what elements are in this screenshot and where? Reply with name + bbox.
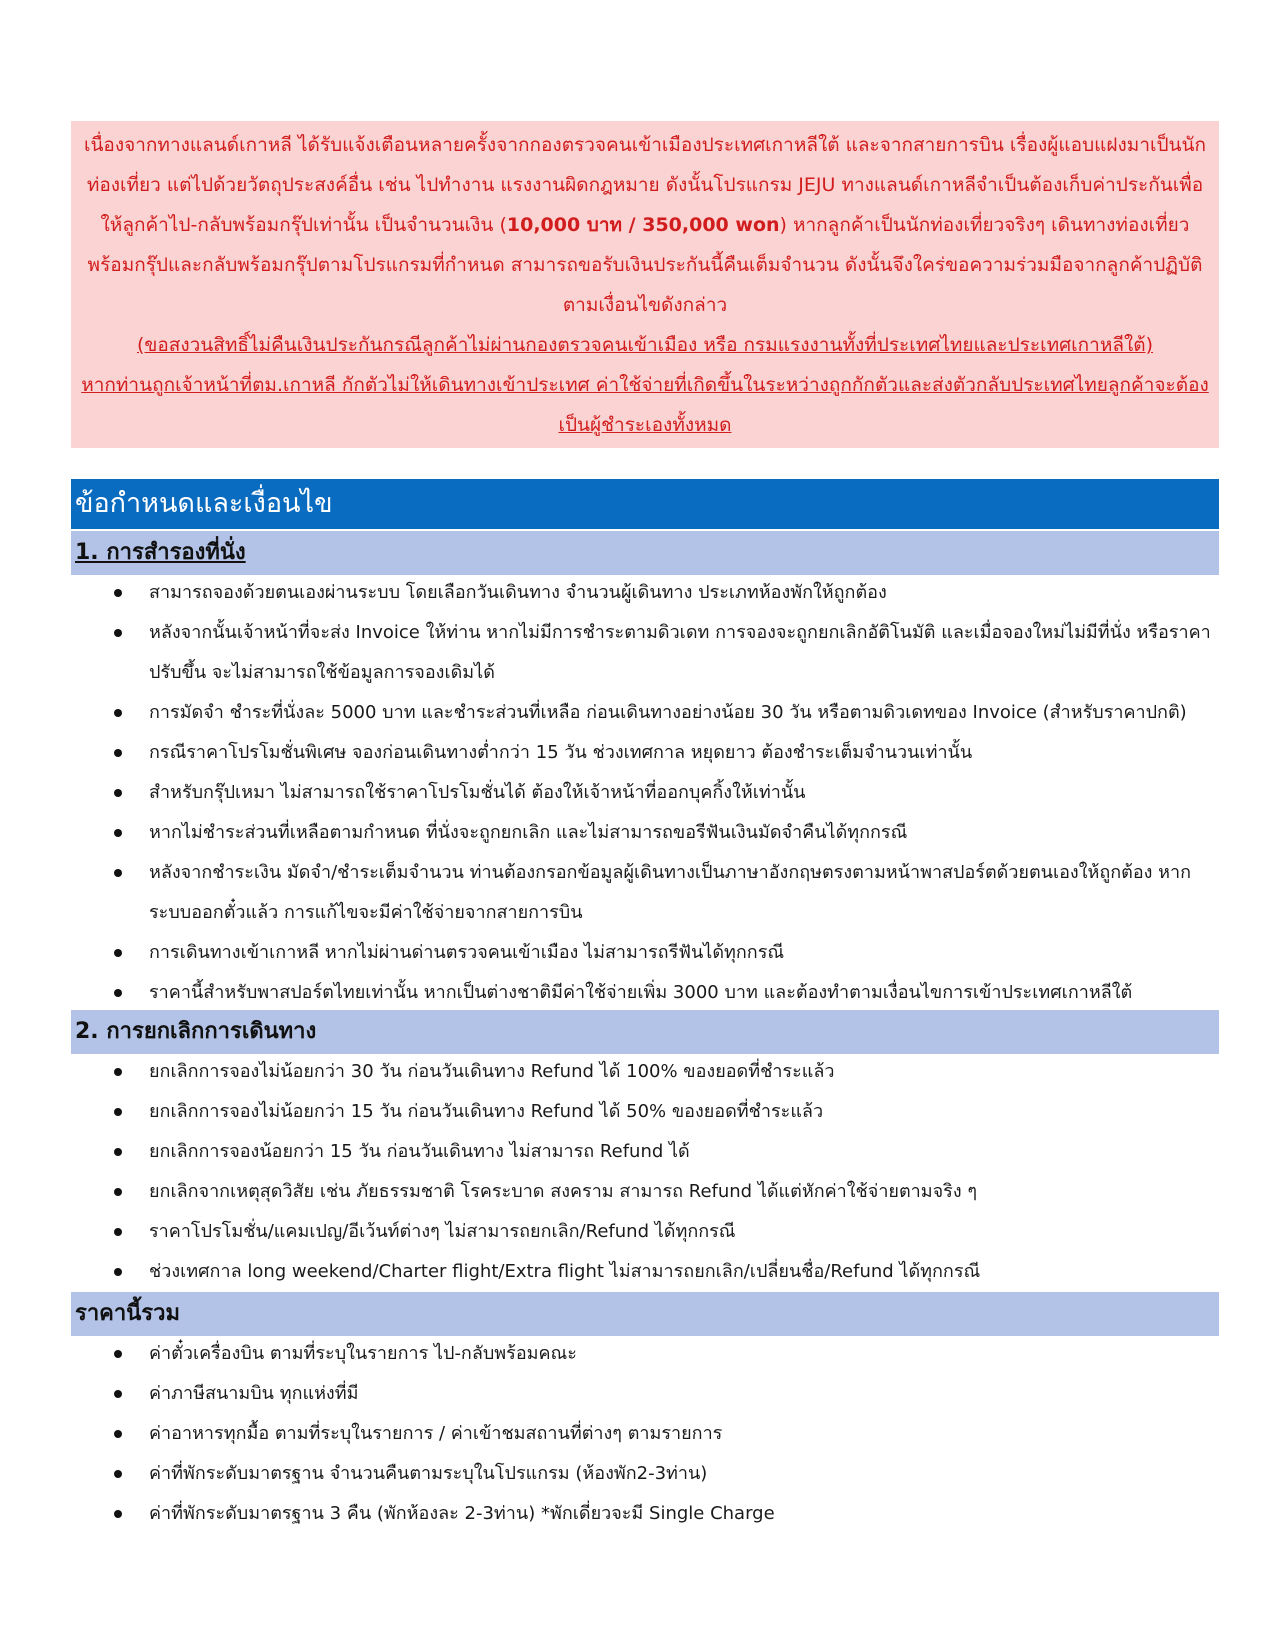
list-item: กรณีราคาโปรโมชั่นพิเศษ จองก่อนเดินทางต่ำกว่า 15 วัน ช่วงเทศกาล หยุดยาว ต้องชำระเต็มจำนวนเท่านั้น	[0, 733, 1219, 773]
list-item: สำหรับกรุ๊ปเหมา ไม่สามารถใช้ราคาโปรโมชั่นได้ ต้องให้เจ้าหน้าที่ออกบุคกิ้งให้เท่านั้น	[0, 773, 1219, 813]
notice-detention-disclaimer: หากท่านถูกเจ้าหน้าที่ตม.เกาหลี กักตัวไม่ให้เดินทางเข้าประเทศ ค่าใช้จ่ายที่เกิดขึ้นในระหว่างถูกกักตัวและส่งตัวกลับประเทศไทยลูกค้าจะต้องเป็นผู้ชำระเองทั้งหมด	[81, 374, 1209, 436]
booking-terms-list	[0, 573, 1219, 1013]
list-item: ค่าอาหารทุกมื้อ ตามที่ระบุในรายการ / ค่าเข้าชมสถานที่ต่างๆ ตามรายการ	[0, 1414, 1219, 1454]
list-item: ค่าที่พักระดับมาตรฐาน 3 คืน (พักห้องละ 2-3ท่าน) *พักเดี่ยวจะมี Single Charge	[0, 1494, 1219, 1534]
list-item: ช่วงเทศกาล long weekend/Charter flight/Extra flight ไม่สามารถยกเลิก/เปลี่ยนชื่อ/Refund ได้ทุกกรณี	[0, 1252, 1219, 1292]
price-includes-heading: ราคานี้รวม	[71, 1292, 1219, 1336]
deposit-amount: 10,000 บาท / 350,000 won	[506, 214, 780, 236]
list-item: หลังจากนั้นเจ้าหน้าที่จะส่ง Invoice ให้ท่าน หากไม่มีการชำระตามดิวเดท การจองจะถูกยกเลิกอัติโนมัติ และเมื่อจองใหม่ไม่มีที่นั่ง หรือราคาปรับขึ้น จะไม่สามารถใช้ข้อมูลการจองเดิมได้	[0, 613, 1219, 693]
cancellation-section-heading: 2. การยกเลิกการเดินทาง	[71, 1010, 1219, 1054]
list-item: สามารถจองด้วยตนเองผ่านระบบ โดยเลือกวันเดินทาง จำนวนผู้เดินทาง ประเภทห้องพักให้ถูกต้อง	[0, 573, 1219, 613]
list-item: การมัดจำ ชำระที่นั่งละ 5000 บาท และชำระส่วนที่เหลือ ก่อนเดินทางอย่างน้อย 30 วัน หรือตามดิวเดทของ Invoice (สำหรับราคาปกติ)	[0, 693, 1219, 733]
list-item: ยกเลิกการจองไม่น้อยกว่า 15 วัน ก่อนวันเดินทาง Refund ได้ 50% ของยอดที่ชำระแล้ว	[0, 1092, 1219, 1132]
price-includes-list	[0, 1334, 1219, 1534]
list-item: หากไม่ชำระส่วนที่เหลือตามกำหนด ที่นั่งจะถูกยกเลิก และไม่สามารถขอรีฟันเงินมัดจำคืนได้ทุกกรณี	[0, 813, 1219, 853]
notice-text-part2: ) หากลูกค้าเป็นนักท่องเที่ยวจริงๆ เดินทางท่องเที่ยวพร้อมกรุ๊ปและกลับพร้อมกรุ๊ปตามโปรแกรมที่กำหนด สามารถขอรับเงินประกันนี้คืนเต็มจำนวน ดังนั้นจึงใคร่ขอความร่วมมือจากลูกค้าปฏิบัติตามเงื่อนไขดังกล่าว	[87, 214, 1203, 316]
list-item: ค่าภาษีสนามบิน ทุกแห่งที่มี	[0, 1374, 1219, 1414]
terms-title: ข้อกำหนดและเงื่อนไข	[71, 479, 1219, 529]
list-item: การเดินทางเข้าเกาหลี หากไม่ผ่านด่านตรวจคนเข้าเมือง ไม่สามารถรีฟันได้ทุกกรณี	[0, 933, 1219, 973]
list-item: ค่าตั๋วเครื่องบิน ตามที่ระบุในรายการ ไป-กลับพร้อมคณะ	[0, 1334, 1219, 1374]
list-item: ยกเลิกการจองไม่น้อยกว่า 30 วัน ก่อนวันเดินทาง Refund ได้ 100% ของยอดที่ชำระแล้ว	[0, 1052, 1219, 1092]
booking-section-heading	[71, 531, 1219, 575]
notice-refund-disclaimer: (ขอสงวนสิทธิ์ไม่คืนเงินประกันกรณีลูกค้าไม่ผ่านกองตรวจคนเข้าเมือง หรือ กรมแรงงานทั้งที่ประเทศไทยและประเทศเกาหลีใต้)	[136, 334, 1154, 356]
list-item: ราคานี้สำหรับพาสปอร์ตไทยเท่านั้น หากเป็นต่างชาติมีค่าใช้จ่ายเพิ่ม 3000 บาท และต้องทำตามเงื่อนไขการเข้าประเทศเกาหลีใต้	[0, 973, 1219, 1013]
list-item: ยกเลิกการจองน้อยกว่า 15 วัน ก่อนวันเดินทาง ไม่สามารถ Refund ได้	[0, 1132, 1219, 1172]
list-item: ราคาโปรโมชั่น/แคมเปญ/อีเว้นท์ต่างๆ ไม่สามารถยกเลิก/Refund ได้ทุกกรณี	[0, 1212, 1219, 1252]
list-item: ยกเลิกจากเหตุสุดวิสัย เช่น ภัยธรรมชาติ โรคระบาด สงคราม สามารถ Refund ได้แต่หักค่าใช้จ่ายตามจริง ๆ	[0, 1172, 1219, 1212]
notice-paragraph	[81, 125, 1209, 325]
booking-heading-text: 1. การสำรองที่นั่ง	[75, 540, 246, 565]
cancellation-terms-list	[0, 1052, 1219, 1292]
list-item: ค่าที่พักระดับมาตรฐาน จำนวนคืนตามระบุในโปรแกรม (ห้องพัก2-3ท่าน)	[0, 1454, 1219, 1494]
list-item: หลังจากชำระเงิน มัดจำ/ชำระเต็มจำนวน ท่านต้องกรอกข้อมูลผู้เดินทางเป็นภาษาอังกฤษตรงตามหน้าพาสปอร์ตด้วยตนเองให้ถูกต้อง หากระบบออกตั๋วแล้ว การแก้ไขจะมีค่าใช้จ่ายจากสายการบิน	[0, 853, 1219, 933]
warning-notice-box	[71, 121, 1219, 448]
notice-text-part1: เนื่องจากทางแลนด์เกาหลี ได้รับแจ้งเตือนหลายครั้งจากกองตรวจคนเข้าเมืองประเทศเกาหลีใต้ และจากสายการบิน เรื่องผู้แอบแฝงมาเป็นนักท่องเที่ยว แต่ไปด้วยวัตถุประสงค์อื่น เช่น ไปทำงาน แรงงานผิดกฎหมาย ดังนั้นโปรแกรม JEJU ทางแลนด์เกาหลีจำเป็นต้องเก็บค่าประกันเพื่อให้ลูกค้าไป-กลับพร้อมกรุ๊ปเท่านั้น เป็นจำนวนเงิน (	[83, 134, 1207, 236]
